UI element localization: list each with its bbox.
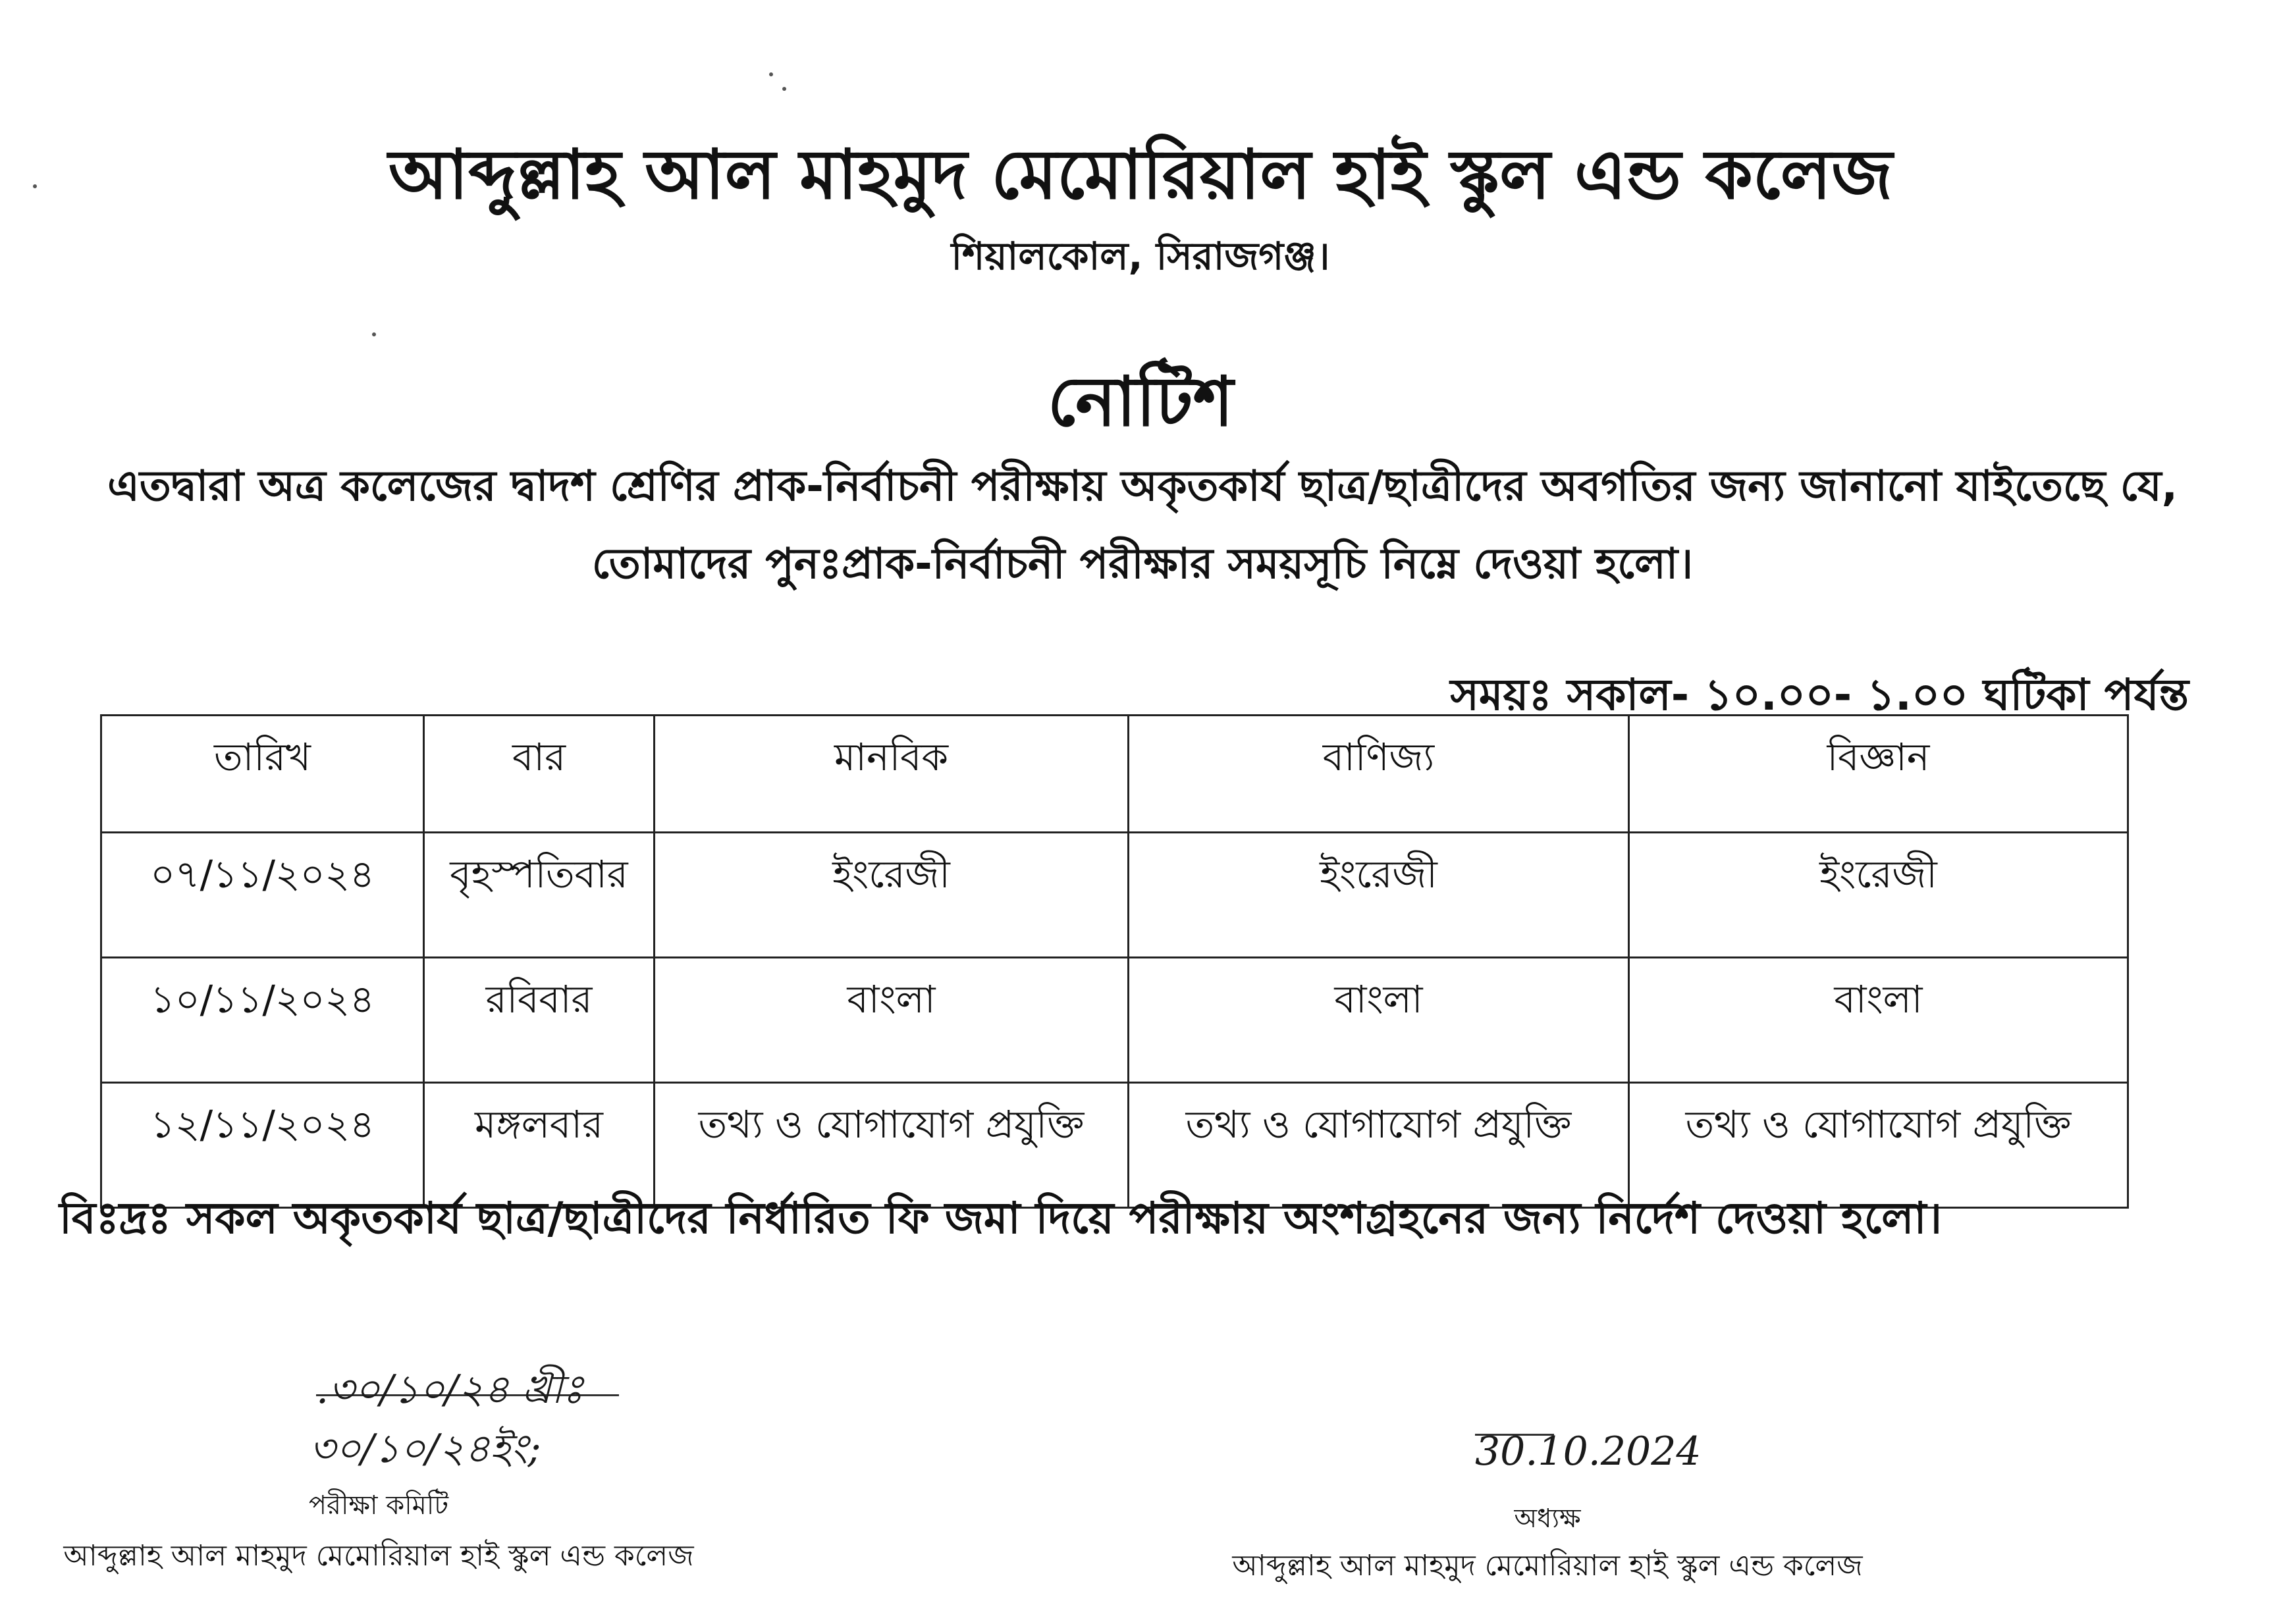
exam-committee-label: পরীক্ষা কমিটি xyxy=(308,1490,449,1521)
table-row xyxy=(101,833,2128,958)
handwritten-date-right: 30.10.2024 xyxy=(1475,1428,1702,1475)
notice-body: এতদ্বারা অত্র কলেজের দ্বাদশ শ্রেণির প্রাক-নির্বাচনী পরীক্ষায় অকৃতকার্য ছাত্র/ছাত্রীদের অবগতির জন্য জানানো যাইতেছে যে, তোমাদের পুনঃপ্রাক-নির্বাচনী পরীক্ষার সময়সূচি নিম্নে দেওয়া হলো। xyxy=(107,462,2178,589)
header-day: বার xyxy=(424,716,655,833)
principal-label: অধ্যক্ষ xyxy=(1514,1504,1581,1534)
exam-time: সময়ঃ সকাল- ১০.০০- ১.০০ ঘটিকা পর্যন্ত xyxy=(1450,669,2189,720)
school-address: শিয়ালকোল, সিরাজগঞ্জ। xyxy=(951,234,1330,278)
cell-commerce: ইংরেজী xyxy=(1129,833,1629,958)
cell-date: ১০/১১/২০২৪ xyxy=(101,958,424,1083)
cell-commerce: বাংলা xyxy=(1129,958,1629,1083)
scan-speck xyxy=(33,184,37,188)
cell-humanities: তথ্য ও যোগাযোগ প্রযুক্তি xyxy=(655,1083,1129,1208)
table-row xyxy=(101,958,2128,1083)
header-science: বিজ্ঞান xyxy=(1629,716,2128,833)
cell-humanities: ইংরেজী xyxy=(655,833,1129,958)
cell-humanities: বাংলা xyxy=(655,958,1129,1083)
cell-science: তথ্য ও যোগাযোগ প্রযুক্তি xyxy=(1629,1083,2128,1208)
cell-science: বাংলা xyxy=(1629,958,2128,1083)
right-org-name: আব্দুল্লাহ আল মাহমুদ মেমোরিয়াল হাই স্কুল এন্ড কলেজ xyxy=(1232,1549,1863,1583)
scan-speck xyxy=(769,72,773,76)
table-header-row xyxy=(101,716,2128,833)
cell-day: মঙ্গলবার xyxy=(424,1083,655,1208)
schedule-table xyxy=(100,714,2129,1209)
school-name: আব্দুল্লাহ আল মাহমুদ মেমোরিয়াল হাই স্কুল এন্ড কলেজ xyxy=(388,134,1893,215)
header-date: তারিখ xyxy=(101,716,424,833)
cell-science: ইংরেজী xyxy=(1629,833,2128,958)
scan-speck xyxy=(372,332,376,336)
cell-day: রবিবার xyxy=(424,958,655,1083)
header-humanities: মানবিক xyxy=(655,716,1129,833)
handwritten-date-left-2: ৩০/১০/২৪ইং; xyxy=(309,1426,541,1472)
cell-commerce: তথ্য ও যোগাযোগ প্রযুক্তি xyxy=(1129,1083,1629,1208)
cell-day: বৃহস্পতিবার xyxy=(424,833,655,958)
left-org-name: আব্দুল্লাহ আল মাহমুদ মেমোরিয়াল হাই স্কুল এন্ড কলেজ xyxy=(63,1539,694,1573)
footnote: বিঃদ্রঃ সকল অকৃতকার্য ছাত্র/ছাত্রীদের নির্ধারিত ফি জমা দিয়ে পরীক্ষায় অংশগ্রহনের জন্য নির্দেশ দেওয়া হলো। xyxy=(59,1193,1943,1244)
scan-speck xyxy=(782,87,786,91)
cell-date: ১২/১১/২০২৪ xyxy=(101,1083,424,1208)
handwritten-date-left-1: .৩০/১০/২৪ খ্রীঃ xyxy=(316,1367,584,1413)
notice-title: নোটিশ xyxy=(1047,361,1234,442)
header-commerce: বাণিজ্য xyxy=(1129,716,1629,833)
cell-date: ০৭/১১/২০২৪ xyxy=(101,833,424,958)
